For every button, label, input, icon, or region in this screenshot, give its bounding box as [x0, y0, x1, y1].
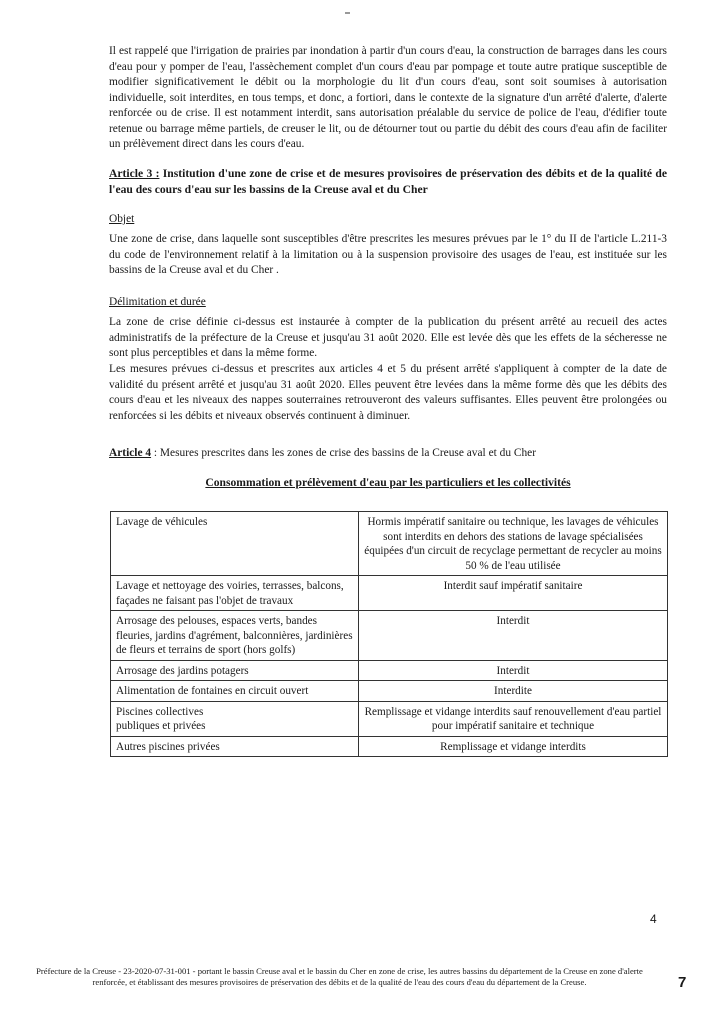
article-3-label: Article 3 : [109, 167, 160, 180]
article-4-label: Article 4 [109, 447, 152, 459]
activity-cell: Arrosage des pelouses, espaces verts, bandes fleuries, jardins d'agrément, balconnières, jardinières de fleurs et terrains de sport (hors golfs) [111, 611, 359, 661]
footer-page-number: 7 [678, 974, 687, 991]
measure-cell: Hormis impératif sanitaire ou technique, les lavages de véhicules sont interdits en dehors des stations de lavage spécialisées équipées d'un circuit de recyclage permettant de recycler au moins 50 % de l'eau utilisée [359, 512, 668, 576]
section-title: Consommation et prélèvement d'eau par les particuliers et les collectivités [205, 476, 571, 489]
article-3-heading: Institution d'une zone de crise et de mesures provisoires de préservation des débits et de la qualité de l'eau des cours d'eau sur les bassins de la Creuse aval et du Cher [109, 167, 667, 196]
table-row [111, 736, 668, 757]
page-number: 4 [650, 912, 657, 926]
table-row [111, 611, 668, 661]
activity-cell: Piscines collectives publiques et privées [111, 701, 359, 736]
delimitation-paragraph-2: Les mesures prévues ci-dessus et prescrites aux articles 4 et 5 du présent arrêté s'appliquent à compter de la date de validité du présent arrêté et jusqu'au 31 août 2020. Elles peuvent être levées dans la même forme dès que les débits des cours d'eau et les niveaux des nappes souterraines retrouveront des valeurs suffisantes. Elles peuvent être prolongées ou renforcées si les débits et niveaux observés continuent à diminuer. [109, 363, 667, 422]
article-4-heading: : Mesures prescrites dans les zones de crise des bassins de la Creuse aval et du Cher [151, 447, 537, 459]
table-row [111, 660, 668, 681]
scan-speck [345, 12, 350, 14]
article-3-title [109, 166, 667, 198]
intro-paragraph: Il est rappelé que l'irrigation de prairies par inondation à partir d'un cours d'eau, la construction de barrages dans les cours d'eau pour y pomper de l'eau, l'assèchement complet d'un cours d'eau par pompage et toute autre pratique susceptible de modifier significativement le débit ou la morphologie du lit d'un cours d'eau, sont soit soumises à autorisation individuelle, soit interdites, en tous temps, et donc, a fortiori, dans le contexte de la signature d'un arrêté d'alerte, d'alerte renforcée ou de crise. Il est notamment interdit, sans autorisation préalable du service de police de l'eau, d'édifier toute retenue ou barrage même partiels, de creuser le lit, ou de détourner tout ou partie du débit des cours d'eau afin de faciliter un prélèvement direct dans les cours d'eau. [109, 45, 667, 150]
measures-table [110, 511, 668, 757]
measure-cell: Interdite [359, 681, 668, 702]
objet-paragraph: Une zone de crise, dans laquelle sont susceptibles d'être prescrites les mesures prévues par le 1° du II de l'article L.211-3 du code de l'environnement relatif à la limitation ou à la suspension provisoire des usages de l'eau, est instituée sur les bassins de la Creuse aval et du Cher . [109, 233, 667, 276]
delimitation-paragraph-1: La zone de crise définie ci-dessus est instaurée à compter de la publication du présent arrêté au recueil des actes administratifs de la préfecture de la Creuse et jusqu'au 31 août 2020. Elle est levée dès que les effets de la sécheresse ne sont plus perceptibles et dans la même forme. [109, 316, 667, 359]
measure-cell: Interdit sauf impératif sanitaire [359, 576, 668, 611]
table-row [111, 681, 668, 702]
activity-cell: Lavage de véhicules [111, 512, 359, 576]
measure-cell: Remplissage et vidange interdits [359, 736, 668, 757]
table-row [111, 576, 668, 611]
measure-cell: Interdit [359, 660, 668, 681]
measure-cell: Remplissage et vidange interdits sauf renouvellement d'eau partiel pour impératif sanitaire et technique [359, 701, 668, 736]
measure-cell: Interdit [359, 611, 668, 661]
footer-text: Préfecture de la Creuse - 23-2020-07-31-001 - portant le bassin Creuse aval et le bassin du Cher en zone de crise, les autres bassins du département de la Creuse en zone d'alerte renforcée, et établissant des mesures provisoires de préservation des débits et de la qualité de l'eau des cours d'eau du département de la Creuse. [36, 966, 643, 987]
activity-cell: Autres piscines privées [111, 736, 359, 757]
activity-cell: Lavage et nettoyage des voiries, terrasses, balcons, façades ne faisant pas l'objet de travaux [111, 576, 359, 611]
objet-heading: Objet [109, 213, 135, 225]
activity-cell: Arrosage des jardins potagers [111, 660, 359, 681]
article-4-line [109, 446, 667, 462]
activity-cell: Alimentation de fontaines en circuit ouvert [111, 681, 359, 702]
delimitation-heading: Délimitation et durée [109, 296, 206, 308]
table-row [111, 512, 668, 576]
table-row [111, 701, 668, 736]
